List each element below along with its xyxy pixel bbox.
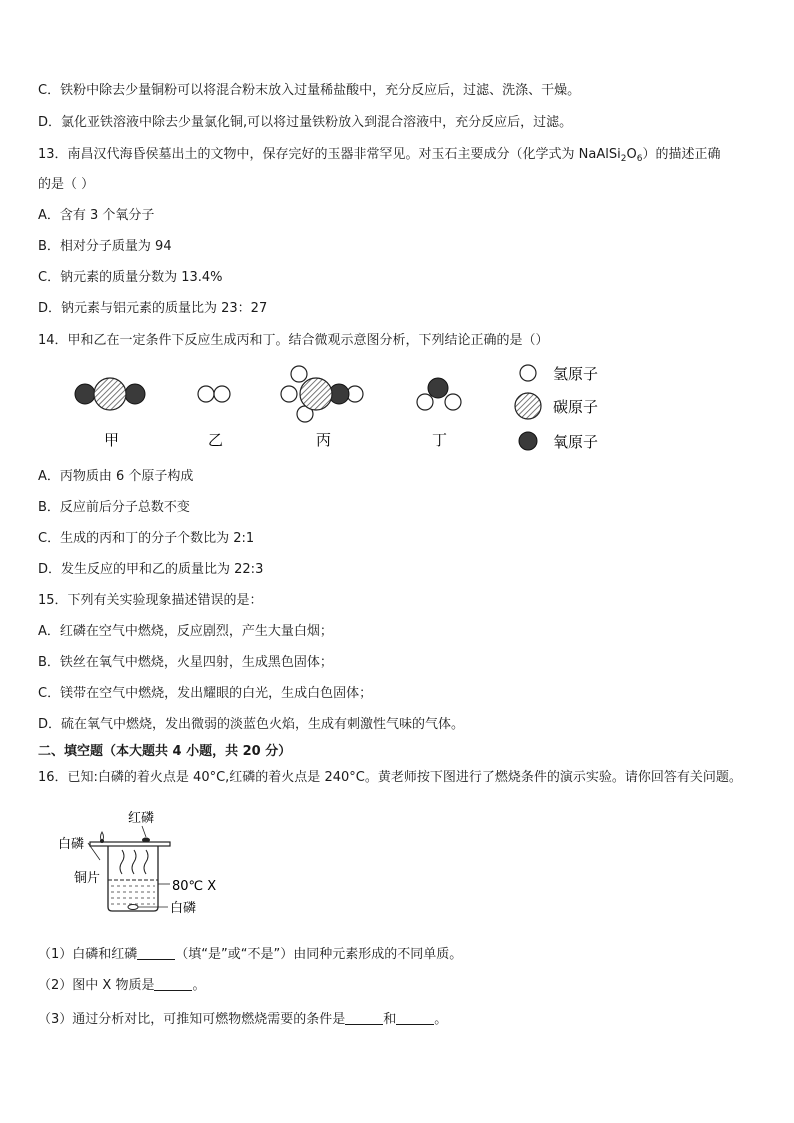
q16-part-2: （2）图中 X 物质是 。: [38, 978, 206, 993]
q13-option-d: D．钠元素与铝元素的质量比为 23：27: [38, 301, 268, 316]
label-jia: 甲: [104, 431, 120, 449]
q15-option-d: D．硫在氧气中燃烧，发出微弱的淡蓝色火焰，生成有刺激性气味的气体。: [38, 717, 465, 732]
legend-oxygen: 氧原子: [553, 433, 599, 451]
q12-option-c: C．铁粉中除去少量铜粉可以将混合粉末放入过量稀盐酸中，充分反应后，过滤、洗涤、干燥。: [38, 83, 581, 98]
q14-option-b: B．反应前后分子总数不变: [38, 500, 190, 515]
molecule-bing: [281, 366, 363, 422]
q13-option-a: A．含有 3 个氧分子: [38, 208, 155, 223]
q16-part-1: （1）白磷和红磷 （填“是”或“不是”）由同种元素形成的不同单质。: [38, 947, 463, 962]
legend-carbon: 碳原子: [553, 398, 599, 416]
q15-stem: 15．下列有关实验现象描述错误的是：: [38, 593, 263, 608]
q14-option-c: C．生成的丙和丁的分子个数比为 2:1: [38, 531, 255, 546]
answer-blank[interactable]: [137, 945, 175, 960]
beaker: [108, 846, 158, 911]
q13-stem: 13．南昌汉代海昏侯墓出土的文物中，保存完好的玉器非常罕见。对玉石主要成分（化学式为 $NaAlSi_2O_6$）的描述正确: [38, 147, 721, 164]
q14-stem: 14．甲和乙在一定条件下反应生成丙和丁。结合微观示意图分析，下列结论正确的是（）: [38, 333, 549, 348]
q13-option-c: C．钠元素的质量分数为 13.4%: [38, 270, 223, 285]
q15-option-c: C．镁带在空气中燃烧，发出耀眼的白光，生成白色固体；: [38, 686, 373, 701]
red-phosphorus-sample: [142, 838, 150, 843]
answer-blank[interactable]: [396, 1010, 434, 1025]
label-red-phosphorus: 红磷: [128, 811, 155, 826]
q14-option-a: A．丙物质由 6 个原子构成: [38, 469, 194, 484]
q15-option-b: B．铁丝在氧气中燃烧，火星四射，生成黑色固体；: [38, 655, 333, 670]
label-temp: 80℃ X: [172, 879, 217, 894]
q15-option-a: A．红磷在空气中燃烧，反应剧烈，产生大量白烟；: [38, 624, 333, 639]
q16-stem: 16．已知:白磷的着火点是 40°C,红磷的着火点是 240°C。黄老师按下图进行了燃烧条件的演示实验。请你回答有关问题。: [38, 770, 742, 785]
molecule-yi: [198, 386, 230, 402]
q12-option-d: D．氯化亚铁溶液中除去少量氯化铜,可以将过量铁粉放入到混合溶液中，充分反应后，过滤。: [38, 115, 573, 130]
q13-stem-cont: 的是（ ）: [38, 177, 95, 192]
legend: [515, 365, 598, 451]
legend-hydrogen: 氢原子: [553, 365, 599, 383]
label-yi: 乙: [208, 431, 224, 449]
label-ding: 丁: [432, 431, 448, 449]
label-white-phosphorus-bottom: 白磷: [170, 901, 197, 916]
molecule-diagram: [0, 356, 794, 456]
label-bing: 丙: [316, 431, 332, 449]
answer-blank[interactable]: [154, 976, 192, 991]
q14-option-d: D．发生反应的甲和乙的质量比为 22:3: [38, 562, 264, 577]
molecule-ding: [417, 378, 461, 410]
answer-blank[interactable]: [345, 1010, 383, 1025]
white-phosphorus-underwater: [128, 905, 138, 910]
label-white-phosphorus-top: 白磷: [58, 837, 85, 852]
label-copper: 铜片: [74, 871, 101, 886]
section-title: 二、填空题（本大题共 4 小题，共 20 分）: [38, 744, 292, 759]
q13-option-b: B．相对分子质量为 94: [38, 239, 172, 254]
combustion-apparatus: [50, 804, 250, 919]
molecule-jia: [75, 378, 145, 410]
q16-part-3: （3）通过分析对比，可推知可燃物燃烧需要的条件是 和 。: [38, 1012, 448, 1027]
